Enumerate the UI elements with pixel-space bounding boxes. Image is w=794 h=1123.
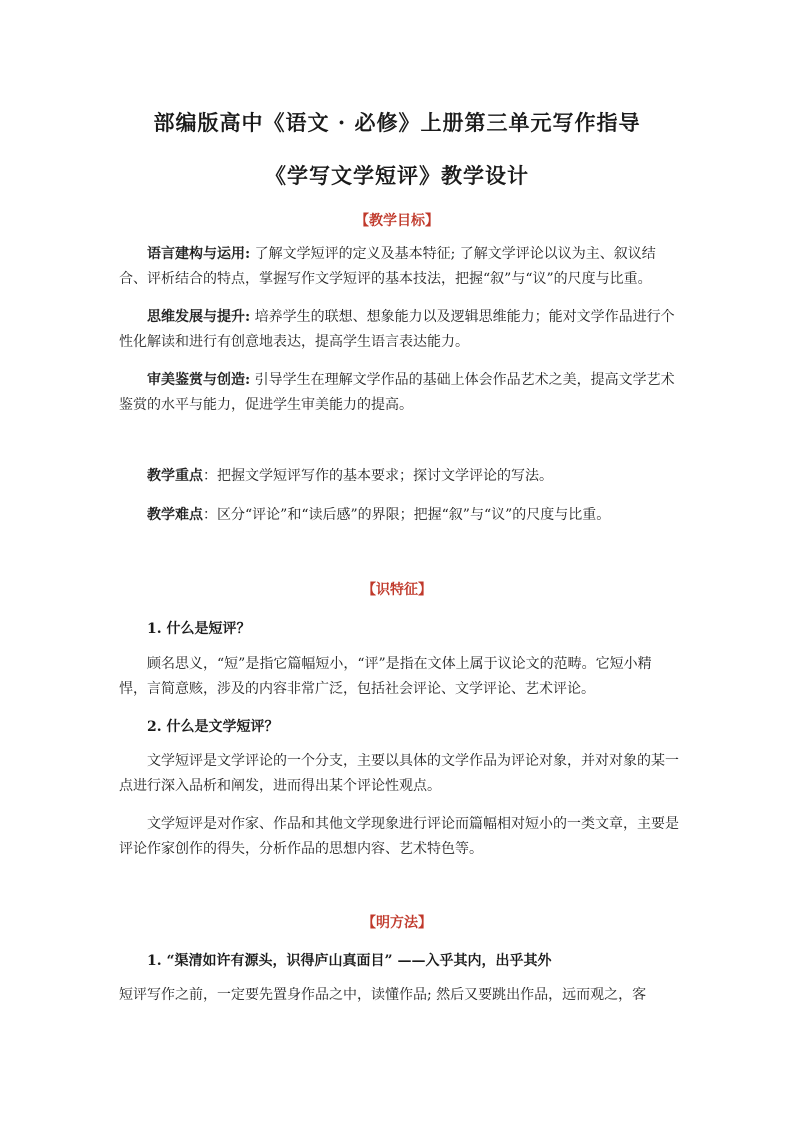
objective-aesthetic-text: 引导学生在理解文学作品的基础上体会作品艺术之美，提高文学艺术鉴赏的水平与能力，促进学生审美能力的提高。	[119, 372, 675, 413]
teaching-difficulty-text: ：区分“评论”和“读后感”的界限；把握“叙”与“议”的尺度与比重。	[203, 507, 611, 523]
question-2: 2. 什么是文学短评？	[147, 719, 279, 735]
teaching-difficulty-label: 教学难点	[147, 507, 203, 523]
objective-language	[119, 242, 679, 292]
objective-thinking-text: 培养学生的联想、想象能力以及逻辑思维能力；能对文学作品进行个性化解读和进行有创意地表达，提高学生语言表达能力。	[119, 309, 675, 350]
document-subtitle: 《学写文学短评》教学设计	[265, 163, 529, 188]
objective-aesthetic	[119, 368, 679, 418]
objective-aesthetic-label: 审美鉴赏与创造:	[147, 372, 251, 388]
objective-thinking-label: 思维发展与提升:	[147, 309, 251, 325]
answer-2-part-a: 文学短评是文学评论的一个分支，主要以具体的文学作品为评论对象，并对对象的某一点进行深入品析和阐发，进而得出某个评论性观点。	[119, 753, 679, 794]
objective-language-label: 语言建构与运用:	[147, 246, 251, 262]
section-heading-methods: 【明方法】	[362, 915, 432, 931]
teaching-key-point	[119, 464, 679, 489]
answer-1: 顾名思义，“短”是指它篇幅短小，“评”是指在文体上属于议论文的范畴。它短小精悍，言简意赅，涉及的内容非常广泛，包括社会评论、文学评论、艺术评论。	[119, 656, 652, 697]
method-1-text: 短评写作之前，一定要先置身作品之中，读懂作品; 然后又要跳出作品，远而观之，客	[119, 987, 647, 1003]
teaching-key-text: ：把握文学短评写作的基本要求；探讨文学评论的写法。	[203, 468, 553, 484]
teaching-difficulty	[119, 503, 679, 528]
teaching-key-label: 教学重点	[147, 468, 203, 484]
question-1: 1. 什么是短评？	[147, 621, 251, 637]
method-1-heading: 1. “渠清如许有源头，识得庐山真面目” ——入乎其内，出乎其外	[147, 953, 552, 969]
section-heading-features: 【识特征】	[362, 582, 432, 598]
section-heading-objectives: 【教学目标】	[355, 213, 439, 229]
document-title: 部编版高中《语文 · 必修》上册第三单元写作指导	[153, 110, 641, 135]
objective-language-text: 了解文学短评的定义及基本特征; 了解文学评论以议为主、叙议结合、评析结合的特点，掌握写作文学短评的基本技法，把握“叙”与“议”的尺度与比重。	[119, 246, 656, 287]
objective-thinking	[119, 305, 679, 355]
answer-2-part-b: 文学短评是对作家、作品和其他文学现象进行评论而篇幅相对短小的一类文章，主要是评论作家创作的得失，分析作品的思想内容、艺术特色等。	[119, 816, 679, 857]
